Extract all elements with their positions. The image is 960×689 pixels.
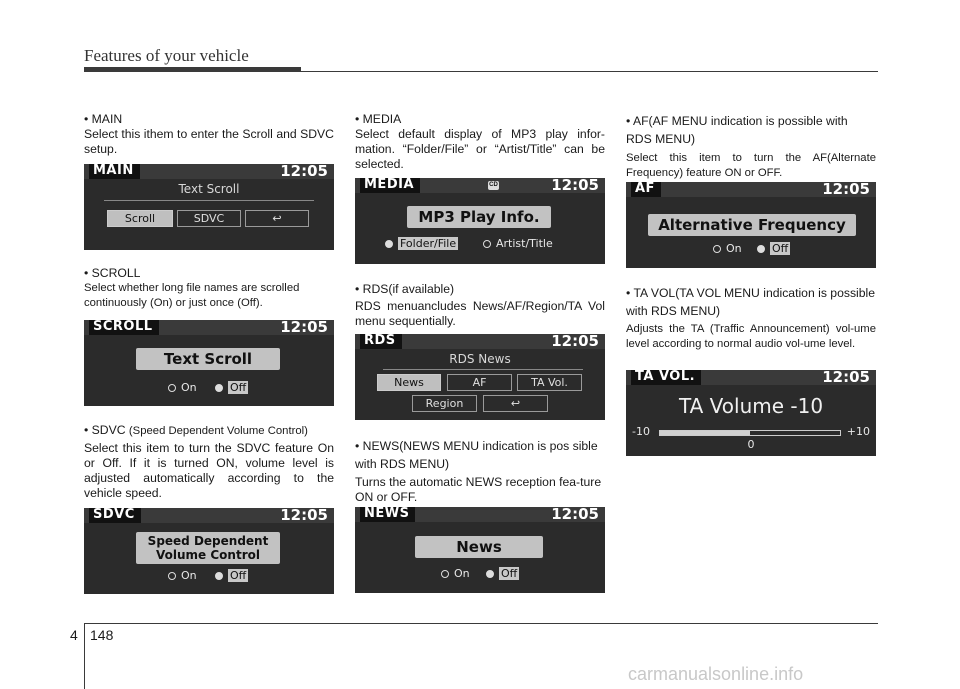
news-screen [355,507,605,593]
screen-title: SDVC [89,508,141,523]
screen-label: News [415,536,543,558]
screen-clock: 12:05 [280,164,328,180]
on-option[interactable]: On [168,569,197,582]
main-heading: • MAIN [84,112,334,127]
main-screen [84,164,334,250]
scroll-description: Select whether long file names are scrolled continuously (On) or just once (Off). [84,282,300,309]
tavol-description: Adjusts the TA (Traffic Announcement) vol-ume level according to normal audio vol-ume level. [626,323,876,350]
af-heading: • AF(AF MENU indication is possible with RDS MENU) [626,112,876,148]
screen-clock: 12:05 [822,182,870,198]
screen-title: MAIN [89,164,140,179]
media-description: Select default display of MP3 play infor-mation. “Folder/File” or “Artist/Title” can be selected. [355,127,605,171]
sdvc-button[interactable]: SDVC [177,210,241,227]
media-heading: • MEDIA [355,112,605,127]
off-option[interactable]: Off [215,381,248,394]
off-option[interactable]: Off [757,242,790,255]
screen-title: NEWS [360,507,415,522]
artist-title-option[interactable]: Artist/Title [483,237,553,250]
column-1 [84,112,334,157]
column-3-tavol [626,284,876,352]
column-2-news [355,437,605,505]
divider [383,369,583,370]
rds-screen [355,334,605,420]
sdvc-description: Select this item to turn the SDVC feature On or Off. If it is turned ON, volume level is adjusted automatically according to the vehicle speed. [84,441,334,500]
screen-clock: 12:05 [822,370,870,386]
screen-subtitle: Text Scroll [178,182,240,196]
screen-clock: 12:05 [280,508,328,524]
screen-label: MP3 Play Info. [407,206,551,228]
screen-title: AF [631,182,661,197]
screen-title: SCROLL [89,320,159,335]
volume-fill [660,431,750,435]
sdvc-screen [84,508,334,594]
volume-slider[interactable] [659,430,841,436]
column-2-rds [355,282,605,329]
header-rule [84,71,878,72]
max-label: +10 [846,425,870,438]
chapter-number: 4 [70,627,78,643]
on-option[interactable]: On [441,567,470,580]
ta-vol-button[interactable]: TA Vol. [517,374,582,391]
screen-title: TA VOL. [631,370,701,385]
screen-subtitle: RDS News [449,352,511,366]
news-button[interactable]: News [377,374,441,391]
on-option[interactable]: On [713,242,742,255]
screen-title: MEDIA [360,178,420,193]
column-2 [355,112,605,172]
screen-clock: 12:05 [280,320,328,336]
screen-label: TA Volume -10 [678,394,824,418]
rds-heading: • RDS(if available) [355,282,605,297]
screen-clock: 12:05 [551,178,599,194]
watermark: carmanualsonline.info [628,664,804,684]
tavol-heading: • TA VOL(TA VOL MENU indication is possible with RDS MENU) [626,284,876,320]
column-1-sdvc [84,423,334,501]
af-description: Select this item to turn the AF(Alternate Frequency) feature ON or OFF. [626,152,876,179]
screen-clock: 12:05 [551,334,599,350]
column-3 [626,112,876,181]
page-number: 148 [90,627,114,643]
news-description: Turns the automatic NEWS reception fea-ture ON or OFF. [355,475,602,504]
main-description: Select this ithem to enter the Scroll and SDVC setup. [84,127,334,156]
screen-label: Alternative Frequency [648,214,856,236]
news-heading: • NEWS(NEWS MENU indication is pos sible with RDS MENU) [355,437,605,473]
screen-label: Speed Dependent Volume Control [136,532,280,564]
on-option[interactable]: On [168,381,197,394]
back-button[interactable]: ↩ [483,395,548,412]
folder-file-option[interactable]: Folder/File [385,237,458,250]
sdvc-heading: • SDVC (Speed Dependent Volume Control) [84,423,308,437]
off-option[interactable]: Off [486,567,519,580]
footer-rule [84,623,878,624]
screen-title: RDS [360,334,402,349]
off-option[interactable]: Off [215,569,248,582]
rds-description: RDS menuancludes News/AF/Region/TA Vol menu sequentially. [355,299,605,328]
tavol-screen [626,370,876,456]
min-label: -10 [632,425,650,438]
zero-label: 0 [747,438,755,451]
region-button[interactable]: Region [412,395,477,412]
media-screen [355,178,605,264]
screen-label: Text Scroll [136,348,280,370]
footer-divider [84,624,85,689]
scroll-screen [84,320,334,406]
page-title: Features of your vehicle [84,46,249,65]
divider [104,200,314,201]
column-1-scroll [84,266,334,311]
scroll-heading: • SCROLL [84,266,334,281]
screen-clock: 12:05 [551,507,599,523]
af-screen [626,182,876,268]
back-button[interactable]: ↩ [245,210,309,227]
af-button[interactable]: AF [447,374,512,391]
scroll-button[interactable]: Scroll [107,210,173,227]
cd-icon: CD [489,182,498,188]
